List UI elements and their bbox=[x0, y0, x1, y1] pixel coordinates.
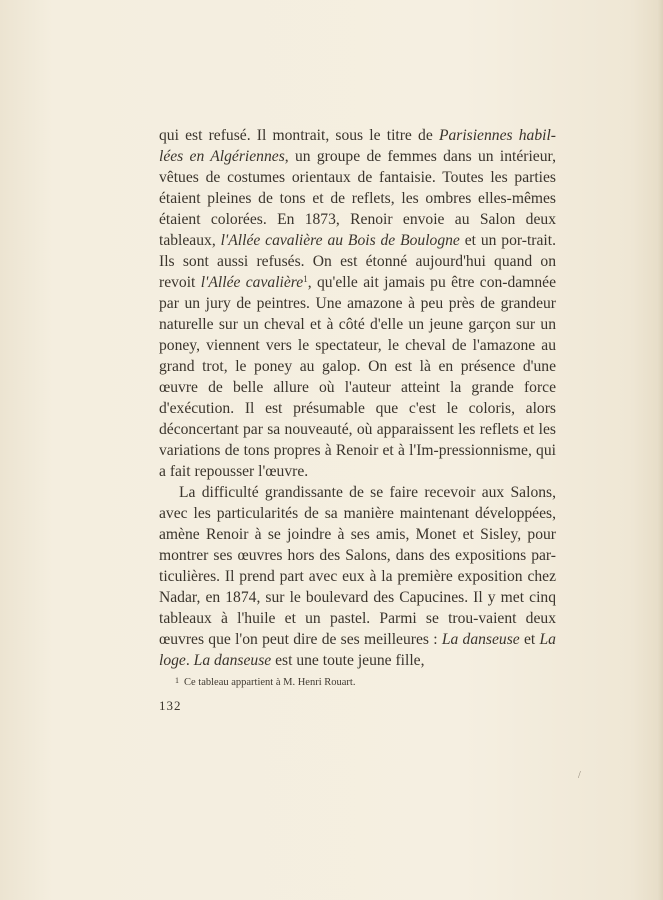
text-run: et bbox=[519, 631, 540, 648]
margin-mark: / bbox=[578, 770, 581, 781]
text-run: et un por-trait. Ils sont aussi refusés. On est étonné aujourd'hui quand on revoit bbox=[159, 232, 556, 291]
paragraph-2 bbox=[159, 482, 556, 671]
italic-title: La danseuse bbox=[441, 631, 520, 648]
footnote-text: Ce tableau appartient à M. Henri Rouart. bbox=[184, 677, 356, 688]
text-run: est une toute jeune fille, bbox=[271, 652, 425, 669]
page-edge bbox=[657, 0, 663, 900]
italic-title: La loge bbox=[159, 631, 556, 669]
italic-title: Parisiennes habil-lées en Algériennes bbox=[159, 127, 556, 165]
text-run: . bbox=[185, 652, 194, 669]
text-run: qui est refusé. Il montrait, sous le titre de bbox=[159, 127, 439, 144]
footnote-reference: 1 bbox=[303, 274, 308, 284]
text-run: , un groupe de femmes dans un intérieur, vêtues de costumes orientaux de fantaisie. Toutes les parties étaient pleines de tons et de reflets, les ombres elles-mêmes étaient colorées. En 1873, Renoir envoie au Salon deux tableaux, bbox=[159, 148, 556, 249]
text-run: La difficulté grandissante de se faire recevoir aux Salons, avec les particularités de sa manière maintenant développées, amène Renoir à se joindre à ses amis, Monet et Sisley, pour montrer ses œuvres hors des Salons, dans des expositions par-ticulières. Il prend part avec eux à la première exposition chez Nadar, en 1874, sur le boulevard des Capucines. Il y met cinq tableaux à l'huile et un pastel. Parmi se trou-vaient deux œuvres que l'on peut dire de ses meilleures : bbox=[159, 484, 556, 648]
text-run: , qu'elle ait jamais pu être con-damnée par un jury de peintres. Une amazone à peu près de grandeur naturelle sur un cheval et à côté d'elle un jeune garçon sur un poney, viennent vers le spectateur, le cheval de l'amazone au grand trot, le poney au galop. On est là en présence d'une œuvre de belle allure où l'auteur atteint la grande force d'exécution. Il est présumable que c'est le coloris, alors déconcertant par sa nouveauté, où apparaissent les reflets et les variations de tons propres à Renoir et à l'Im-pressionnisme, qui a fait repousser l'œuvre. bbox=[159, 274, 556, 480]
italic-title: l'Allée cavalière au Bois de Boulogne bbox=[220, 232, 460, 249]
italic-title: La danseuse bbox=[193, 652, 272, 669]
page-number: 132 bbox=[159, 698, 182, 713]
body-text bbox=[159, 125, 556, 671]
italic-title: l'Allée cavalière bbox=[200, 274, 304, 291]
footnote bbox=[175, 676, 355, 690]
footnote-marker: 1 bbox=[175, 676, 179, 685]
paragraph-1 bbox=[159, 125, 556, 482]
